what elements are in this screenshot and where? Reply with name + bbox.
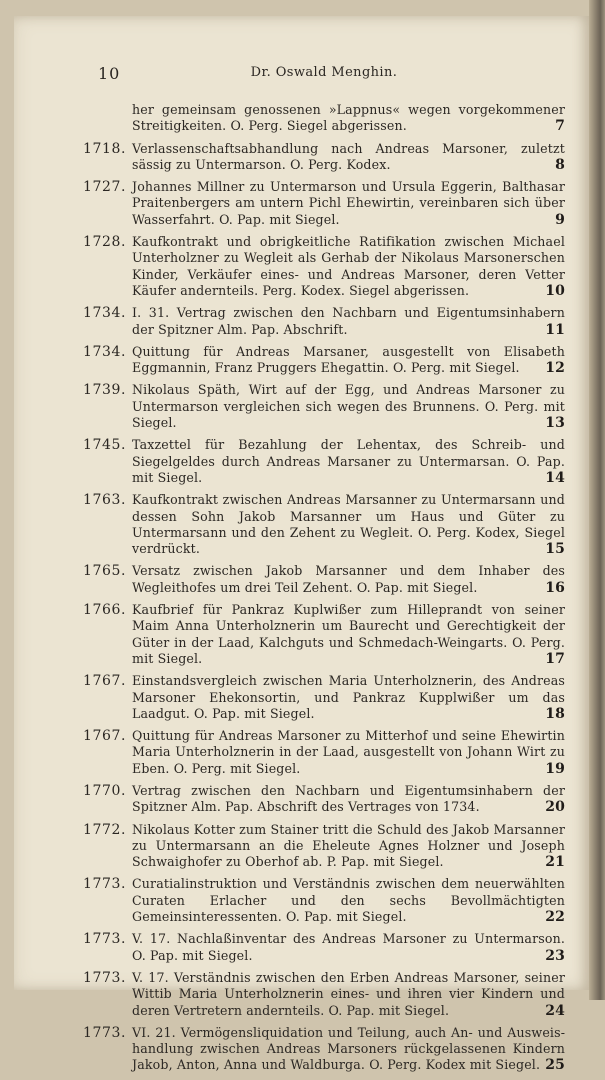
document-entry <box>0 876 575 925</box>
page-number: 10 <box>98 64 121 83</box>
entry-description <box>132 970 565 1019</box>
entry-number: 12 <box>545 360 565 377</box>
entry-number: 20 <box>545 799 565 816</box>
entry-number: 8 <box>555 156 565 173</box>
entry-year: 1765. <box>83 563 127 580</box>
entry-description <box>132 382 565 431</box>
entry-year: 1739. <box>83 382 127 399</box>
entry-year: 1772. <box>83 821 127 838</box>
page-edge-shadow <box>589 0 605 1000</box>
document-entry <box>0 563 575 596</box>
entry-description <box>132 1025 565 1074</box>
document-entry <box>0 970 575 1019</box>
entry-year: 1766. <box>83 602 127 619</box>
document-entry <box>0 783 575 816</box>
entry-year: 1773. <box>83 1024 127 1041</box>
entry-text: her gemeinsam genossenen »Lappnus« wegen vorgekommener Streitigkeiten. O. Perg. Siegel abgerissen. <box>132 102 565 134</box>
document-entry <box>0 344 575 377</box>
page-header <box>84 64 564 86</box>
entry-text: Einstandsvergleich zwischen Maria Unterholznerin, des Andreas Marsoner Ehekonsortin, und Pankraz Kupplwißer um das Laadgut. O. Pap. mit Siegel. <box>132 673 565 721</box>
entry-year: 1745. <box>83 437 127 454</box>
entry-text: Vertrag zwischen den Nachbarn und Eigentumsinhabern der Spitzner Alm. Pap. Abschrift des Vertrages von 1734. <box>132 782 565 815</box>
entry-description <box>132 728 565 777</box>
entry-description <box>132 305 565 338</box>
entry-description <box>132 344 565 377</box>
entry-year: 1773. <box>83 931 127 948</box>
entry-number: 10 <box>545 282 565 299</box>
entry-text: Nikolaus Späth, Wirt auf der Egg, und Andreas Marsoner zu Untermarson vergleichen sich wegen des Brunnens. O. Perg. mit Siegel. <box>132 382 565 431</box>
entry-description <box>132 102 565 135</box>
entry-text: Verlassenschaftsabhandlung nach Andreas Marsoner, zuletzt sässig zu Untermarson. O. Perg. Kodex. <box>132 140 565 172</box>
entry-text: Johannes Millner zu Untermarson und Ursula Eggerin, Balthasar Praitenbergers am untern Pichl Ehewirtin, vereinbaren sich über Wasserfahrt. O. Pap. mit Siegel. <box>132 179 565 227</box>
entry-text: VI. 21. Vermögensliquidation und Teilung, auch An- und Ausweishandlung zwischen Andreas Marsoners rückgelassenen Kindern Jakob, Anton, Anna und Waldburga. O. Perg. Kodex mit Siegel. <box>132 1024 565 1073</box>
entry-number: 17 <box>545 650 565 667</box>
entry-number: 22 <box>545 909 565 926</box>
document-entry <box>0 141 575 174</box>
document-entry <box>0 931 575 964</box>
entry-number: 7 <box>555 118 565 135</box>
document-entry <box>0 822 575 871</box>
entry-text: Quittung für Andreas Marsoner zu Mitterhof und seine Ehewirtin Maria Unterholznerin in der Laad, ausgestellt von Johann Wirt zu Eben. O. Perg. mit Siegel. <box>132 728 565 776</box>
entry-year: 1763. <box>83 492 127 509</box>
entry-text: Curatialinstruktion und Verständnis zwischen dem neuerwählten Curaten Erlacher und den sechs Bevollmächtigten Gemeinsinteressenten. O. Pap. mit Siegel. <box>132 876 565 925</box>
entry-year: 1734. <box>83 343 127 360</box>
entry-number: 19 <box>545 760 565 777</box>
entry-year: 1734. <box>83 305 127 322</box>
entry-text: Quittung für Andreas Marsaner, ausgestellt von Elisabeth Eggmannin, Franz Pruggers Ehegattin. O. Perg. mit Siegel. <box>132 343 565 376</box>
entry-description <box>132 437 565 486</box>
entry-year: 1767. <box>83 673 127 690</box>
entry-text: Kaufkontrakt zwischen Andreas Marsanner zu Untermarsann und dessen Sohn Jakob Marsanner um Haus und Güter zu Untermarsann und den Zehent zu Wegleit. O. Perg. Kodex, Siegel verdrückt. <box>132 492 565 557</box>
entry-number: 15 <box>545 541 565 558</box>
document-entry <box>0 382 575 431</box>
entry-text: Nikolaus Kotter zum Stainer tritt die Schuld des Jakob Marsanner zu Untermarsann an die Eheleute Agnes Holzner und Joseph Schwaighofer zu Oberhof ab. P. Pap. mit Siegel. <box>132 821 565 870</box>
entry-number: 23 <box>545 947 565 964</box>
entry-text: Kaufkontrakt und obrigkeitliche Ratifikation zwischen Michael Unterholzner zu Wegleit als Gerhab der Nikolaus Marsonerschen Kinder, Verkäufer eines- und Andreas Marsoner, deren Vetter Käufer andernteils. Perg. Kodex. Siegel abgerissen. <box>132 234 565 298</box>
document-entry <box>0 728 575 777</box>
entry-number: 25 <box>545 1057 565 1074</box>
entry-description <box>132 602 565 667</box>
entry-text: I. 31. Vertrag zwischen den Nachbarn und Eigentumsinhabern der Spitzner Alm. Pap. Abschrift. <box>132 305 565 337</box>
document-entry <box>0 673 575 722</box>
entry-description <box>132 563 565 596</box>
entry-description <box>132 876 565 925</box>
entry-description <box>132 822 565 871</box>
document-entry <box>0 234 575 299</box>
entry-text: Versatz zwischen Jakob Marsanner und dem Inhaber des Wegleithofes um drei Teil Zehent. O. Pap. mit Siegel. <box>132 563 565 595</box>
entry-year: 1718. <box>83 140 127 157</box>
entry-text: V. 17. Nachlaßinventar des Andreas Marsoner zu Untermarson. O. Pap. mit Siegel. <box>132 931 565 963</box>
document-entry <box>0 179 575 228</box>
entry-year: 1727. <box>83 179 127 196</box>
entry-description <box>132 492 565 557</box>
entry-text: Kaufbrief für Pankraz Kuplwißer zum Hilleprandt von seiner Maim Anna Unterholznerin um Baurecht und Gerechtigkeit der Güter in der Laad, Kalchguts und Schmedach-Weingarts. O. Perg. mit Siegel. <box>132 602 565 666</box>
entry-year: 1770. <box>83 782 127 799</box>
entry-text: V. 17. Verständnis zwischen den Erben Andreas Marsoner, seiner Wittib Maria Unterholznerin eines- und ihren vier Kindern und deren Vertretern andernteils. O. Pap. mit Siegel. <box>132 969 565 1018</box>
entry-year: 1773. <box>83 876 127 893</box>
entry-year: 1767. <box>83 728 127 745</box>
document-entry <box>0 1025 575 1074</box>
entry-number: 14 <box>545 469 565 486</box>
entry-description <box>132 783 565 816</box>
entry-description <box>132 931 565 964</box>
entry-text: Taxzettel für Bezahlung der Lehentax, des Schreib- und Siegelgeldes durch Andreas Marsaner zu Untermarsan. O. Pap. mit Siegel. <box>132 437 565 485</box>
entry-year: 1728. <box>83 234 127 251</box>
running-title: Dr. Oswald Menghin. <box>250 65 398 80</box>
entry-number: 16 <box>545 579 565 596</box>
document-entry <box>0 305 575 338</box>
document-entry <box>0 492 575 557</box>
document-entry <box>0 602 575 667</box>
entry-description <box>132 234 565 299</box>
document-entries <box>0 102 575 1080</box>
entry-number: 9 <box>555 211 565 228</box>
entry-number: 18 <box>545 705 565 722</box>
entry-description <box>132 673 565 722</box>
document-entry <box>0 102 575 135</box>
entry-year: 1773. <box>83 969 127 986</box>
entry-number: 24 <box>545 1002 565 1019</box>
entry-number: 21 <box>545 854 565 871</box>
entry-number: 11 <box>545 321 565 338</box>
entry-description <box>132 179 565 228</box>
document-entry <box>0 437 575 486</box>
entry-number: 13 <box>545 415 565 432</box>
entry-description <box>132 141 565 174</box>
